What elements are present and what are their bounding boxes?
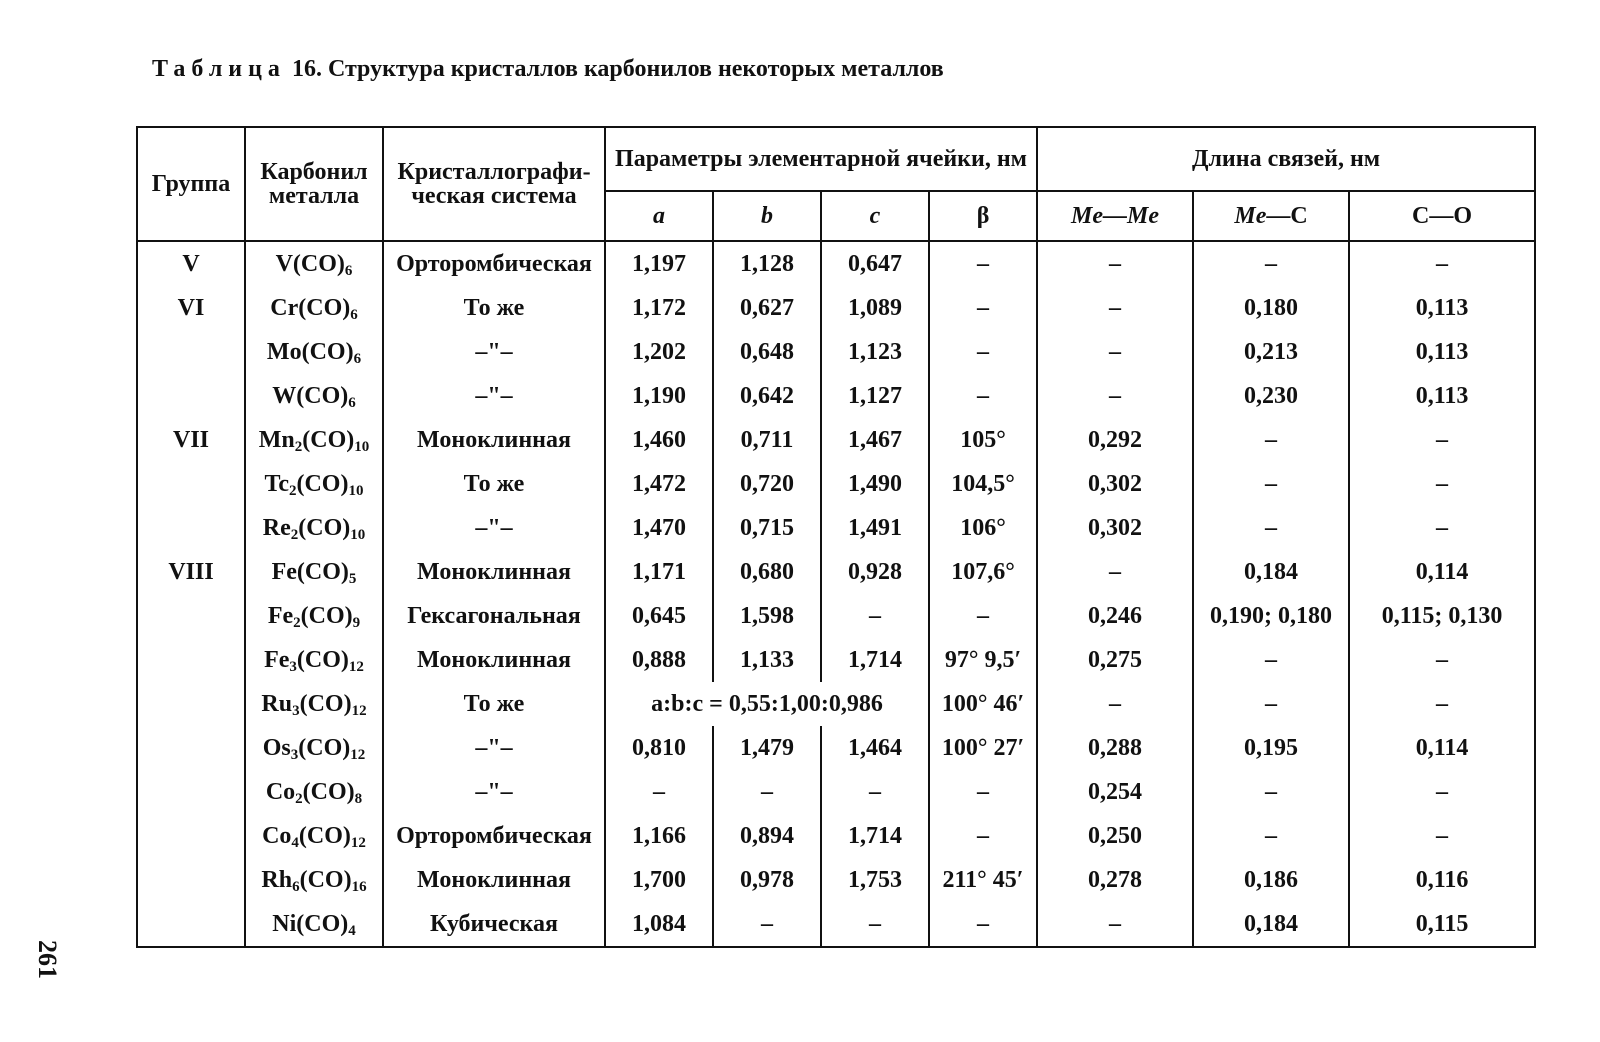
me-c-cell: 0,184 [1193, 550, 1349, 594]
me-c-cell: 0,230 [1193, 374, 1349, 418]
table-row [137, 374, 1535, 418]
me-me-cell: 0,302 [1037, 506, 1193, 550]
crystal-system-cell: Моноклинная [383, 638, 605, 682]
me-c-cell: 0,195 [1193, 726, 1349, 770]
crystal-system-cell: –"– [383, 330, 605, 374]
b-cell: 0,627 [713, 286, 821, 330]
me-c-cell: 0,190; 0,180 [1193, 594, 1349, 638]
table-row [137, 330, 1535, 374]
c-cell: 1,127 [821, 374, 929, 418]
group-cell [137, 726, 245, 770]
group-cell [137, 330, 245, 374]
me-c-cell: 0,186 [1193, 858, 1349, 902]
group-cell [137, 682, 245, 726]
formula-cell: $Tc_2(CO)_{10}$ [245, 462, 383, 506]
a-cell: 1,472 [605, 462, 713, 506]
header-carbonyl: Карбонил металла [245, 127, 383, 241]
header-crystal-system: Кристаллографи- ческая система [383, 127, 605, 241]
header-group: Группа [137, 127, 245, 241]
header-me-me: Me—Me [1037, 191, 1193, 241]
formula-cell: $Co_4(CO)_{12}$ [245, 814, 383, 858]
c-o-cell: – [1349, 418, 1535, 462]
a-cell: 1,460 [605, 418, 713, 462]
table-row [137, 726, 1535, 770]
c-cell: 1,491 [821, 506, 929, 550]
formula-cell: $Ni(CO)_4$ [245, 902, 383, 947]
c-cell: 1,123 [821, 330, 929, 374]
c-cell: 1,714 [821, 638, 929, 682]
b-cell: 0,894 [713, 814, 821, 858]
formula-cell: $Co_2(CO)_8$ [245, 770, 383, 814]
table-row [137, 286, 1535, 330]
me-me-cell: 0,278 [1037, 858, 1193, 902]
group-cell: V [137, 241, 245, 286]
table-row [137, 858, 1535, 902]
b-cell: 1,598 [713, 594, 821, 638]
c-cell: 1,089 [821, 286, 929, 330]
carbonyl-structure-table [136, 126, 1536, 948]
beta-cell: – [929, 770, 1037, 814]
beta-cell: – [929, 902, 1037, 947]
me-c-cell: – [1193, 506, 1349, 550]
table-row [137, 241, 1535, 286]
formula-cell: $V(CO)_6$ [245, 241, 383, 286]
c-o-cell: – [1349, 241, 1535, 286]
c-o-cell: – [1349, 638, 1535, 682]
group-cell [137, 858, 245, 902]
beta-cell: 106° [929, 506, 1037, 550]
crystal-system-cell: Кубическая [383, 902, 605, 947]
b-cell: 0,680 [713, 550, 821, 594]
table-row [137, 814, 1535, 858]
crystal-system-cell: –"– [383, 770, 605, 814]
c-cell: 1,753 [821, 858, 929, 902]
crystal-system-cell: То же [383, 682, 605, 726]
beta-cell: 104,5° [929, 462, 1037, 506]
table-caption: 16. Структура кристаллов карбонилов некоторых металлов [291, 56, 944, 82]
me-c-cell: 0,180 [1193, 286, 1349, 330]
b-cell: – [713, 770, 821, 814]
me-me-cell: 0,288 [1037, 726, 1193, 770]
b-cell: 0,715 [713, 506, 821, 550]
me-c-cell: – [1193, 241, 1349, 286]
formula-cell: $Re_2(CO)_{10}$ [245, 506, 383, 550]
a-cell: 1,171 [605, 550, 713, 594]
header-b: b [713, 191, 821, 241]
table-row [137, 462, 1535, 506]
beta-cell: – [929, 374, 1037, 418]
c-o-cell: 0,113 [1349, 374, 1535, 418]
group-cell [137, 594, 245, 638]
beta-cell: 105° [929, 418, 1037, 462]
header-beta: β [929, 191, 1037, 241]
a-cell: 1,084 [605, 902, 713, 947]
c-o-cell: – [1349, 682, 1535, 726]
group-cell [137, 902, 245, 947]
a-cell: 0,645 [605, 594, 713, 638]
c-o-cell: 0,114 [1349, 726, 1535, 770]
me-c-cell: 0,213 [1193, 330, 1349, 374]
me-c-cell: – [1193, 418, 1349, 462]
formula-cell: $Mn_2(CO)_{10}$ [245, 418, 383, 462]
me-me-cell: – [1037, 374, 1193, 418]
c-cell: 1,467 [821, 418, 929, 462]
group-cell: VII [137, 418, 245, 462]
b-cell: 0,648 [713, 330, 821, 374]
a-cell: 1,197 [605, 241, 713, 286]
c-cell: 1,714 [821, 814, 929, 858]
formula-cell: $Cr(CO)_6$ [245, 286, 383, 330]
me-c-cell: – [1193, 462, 1349, 506]
a-cell: 1,166 [605, 814, 713, 858]
me-me-cell: 0,246 [1037, 594, 1193, 638]
a-cell: 1,700 [605, 858, 713, 902]
me-me-cell: – [1037, 550, 1193, 594]
table-row [137, 638, 1535, 682]
c-o-cell: – [1349, 814, 1535, 858]
page-title [152, 56, 944, 83]
c-cell: 0,928 [821, 550, 929, 594]
table-row [137, 770, 1535, 814]
formula-cell: $Fe_2(CO)_9$ [245, 594, 383, 638]
formula-cell: $Fe(CO)_5$ [245, 550, 383, 594]
a-cell: 1,470 [605, 506, 713, 550]
b-cell: 1,479 [713, 726, 821, 770]
c-cell: – [821, 594, 929, 638]
group-cell [137, 770, 245, 814]
group-cell: VI [137, 286, 245, 330]
b-cell: 1,133 [713, 638, 821, 682]
me-me-cell: 0,292 [1037, 418, 1193, 462]
me-c-cell: – [1193, 638, 1349, 682]
a-cell: 1,202 [605, 330, 713, 374]
beta-cell: 97° 9,5′ [929, 638, 1037, 682]
c-cell: 1,464 [821, 726, 929, 770]
c-o-cell: 0,113 [1349, 286, 1535, 330]
group-cell: VIII [137, 550, 245, 594]
beta-cell: 107,6° [929, 550, 1037, 594]
me-c-cell: 0,184 [1193, 902, 1349, 947]
me-me-cell: – [1037, 330, 1193, 374]
group-cell [137, 462, 245, 506]
beta-cell: – [929, 814, 1037, 858]
beta-cell: 100° 27′ [929, 726, 1037, 770]
me-me-cell: – [1037, 286, 1193, 330]
me-me-cell: 0,250 [1037, 814, 1193, 858]
header-me-c: Me—C [1193, 191, 1349, 241]
me-me-cell: – [1037, 241, 1193, 286]
beta-cell: 100° 46′ [929, 682, 1037, 726]
crystal-system-cell: –"– [383, 374, 605, 418]
group-cell [137, 374, 245, 418]
header-c: c [821, 191, 929, 241]
crystal-system-cell: –"– [383, 726, 605, 770]
b-cell: – [713, 902, 821, 947]
table-row [137, 902, 1535, 947]
beta-cell: – [929, 286, 1037, 330]
header-bond-lengths: Длина связей, нм [1037, 127, 1535, 191]
group-cell [137, 638, 245, 682]
crystal-system-cell: Моноклинная [383, 858, 605, 902]
a-cell: 0,810 [605, 726, 713, 770]
beta-cell: – [929, 330, 1037, 374]
me-me-cell: 0,302 [1037, 462, 1193, 506]
c-cell: – [821, 770, 929, 814]
me-c-cell: – [1193, 770, 1349, 814]
crystal-system-cell: То же [383, 286, 605, 330]
crystal-system-cell: Гексагональная [383, 594, 605, 638]
crystal-system-cell: –"– [383, 506, 605, 550]
c-o-cell: 0,115 [1349, 902, 1535, 947]
c-o-cell: 0,115; 0,130 [1349, 594, 1535, 638]
header-a: a [605, 191, 713, 241]
page-number: 261 [33, 940, 62, 979]
group-cell [137, 506, 245, 550]
crystal-system-cell: Орторомбическая [383, 814, 605, 858]
header-c-o: C—O [1349, 191, 1535, 241]
axis-ratio-cell: a:b:c = 0,55:1,00:0,986 [605, 682, 929, 726]
header-cell-params: Параметры элементарной ячейки, нм [605, 127, 1037, 191]
me-me-cell: 0,254 [1037, 770, 1193, 814]
me-me-cell: 0,275 [1037, 638, 1193, 682]
table-row [137, 550, 1535, 594]
table-row [137, 682, 1535, 726]
table-row [137, 418, 1535, 462]
b-cell: 1,128 [713, 241, 821, 286]
formula-cell: $Ru_3(CO)_{12}$ [245, 682, 383, 726]
me-c-cell: – [1193, 814, 1349, 858]
c-o-cell: – [1349, 770, 1535, 814]
formula-cell: $Mo(CO)_6$ [245, 330, 383, 374]
beta-cell: – [929, 594, 1037, 638]
c-cell: 1,490 [821, 462, 929, 506]
crystal-system-cell: Моноклинная [383, 418, 605, 462]
formula-cell: $Fe_3(CO)_{12}$ [245, 638, 383, 682]
a-cell: – [605, 770, 713, 814]
b-cell: 0,720 [713, 462, 821, 506]
crystal-system-cell: Моноклинная [383, 550, 605, 594]
formula-cell: $Rh_6(CO)_{16}$ [245, 858, 383, 902]
c-cell: – [821, 902, 929, 947]
table-row [137, 594, 1535, 638]
b-cell: 0,711 [713, 418, 821, 462]
beta-cell: 211° 45′ [929, 858, 1037, 902]
a-cell: 1,172 [605, 286, 713, 330]
crystal-system-cell: То же [383, 462, 605, 506]
crystal-system-cell: Орторомбическая [383, 241, 605, 286]
group-cell [137, 814, 245, 858]
c-o-cell: – [1349, 462, 1535, 506]
b-cell: 0,642 [713, 374, 821, 418]
c-o-cell: – [1349, 506, 1535, 550]
c-o-cell: 0,113 [1349, 330, 1535, 374]
formula-cell: $W(CO)_6$ [245, 374, 383, 418]
table-row [137, 506, 1535, 550]
a-cell: 0,888 [605, 638, 713, 682]
c-o-cell: 0,114 [1349, 550, 1535, 594]
formula-cell: $Os_3(CO)_{12}$ [245, 726, 383, 770]
a-cell: 1,190 [605, 374, 713, 418]
table-label: Таблица [152, 56, 286, 82]
beta-cell: – [929, 241, 1037, 286]
b-cell: 0,978 [713, 858, 821, 902]
me-c-cell: – [1193, 682, 1349, 726]
c-o-cell: 0,116 [1349, 858, 1535, 902]
c-cell: 0,647 [821, 241, 929, 286]
me-me-cell: – [1037, 682, 1193, 726]
me-me-cell: – [1037, 902, 1193, 947]
